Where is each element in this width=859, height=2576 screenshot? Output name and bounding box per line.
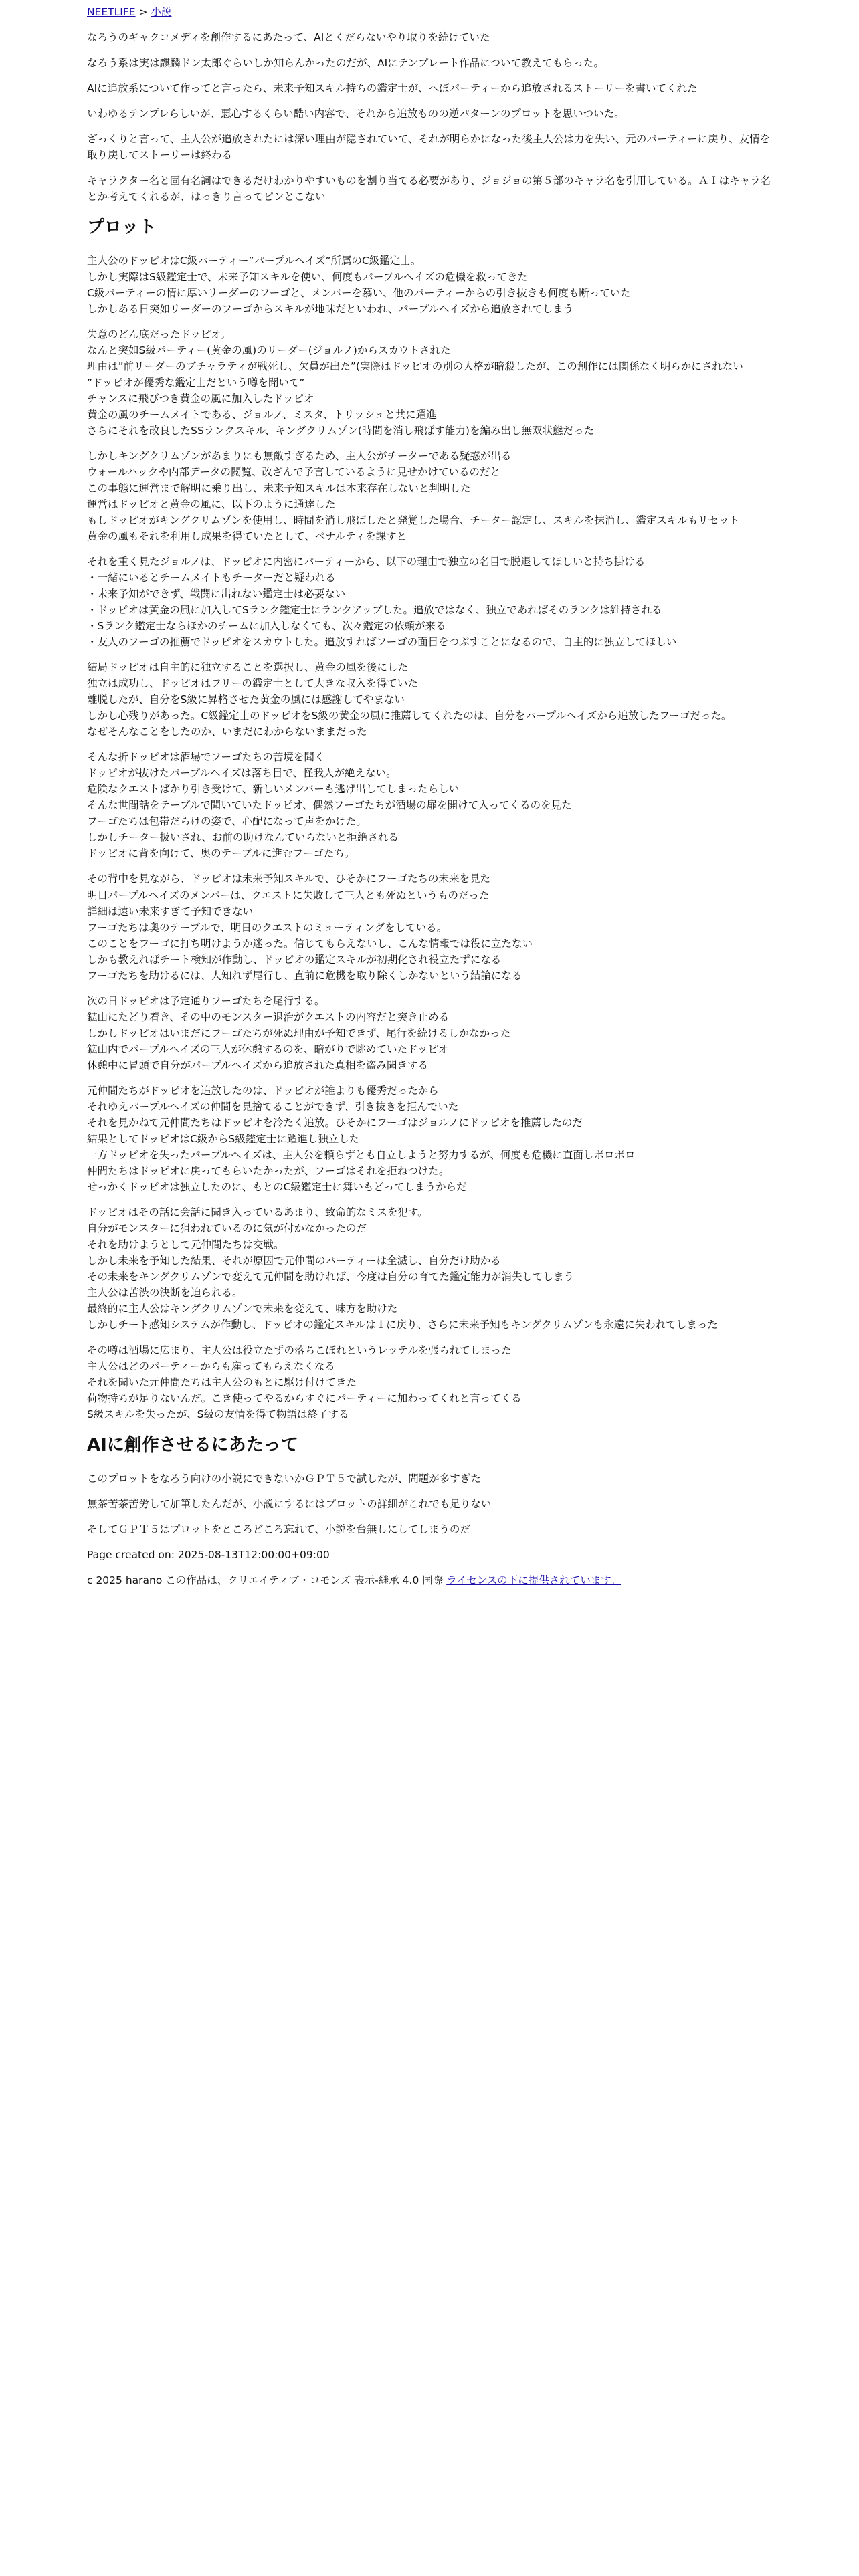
intro-paragraph: いわゆるテンプレらしいが、悪心するくらい酷い内容で、それから追放ものの逆パターンのプロットを思いついた。: [87, 108, 625, 120]
breadcrumb-separator: >: [138, 6, 148, 18]
page-created: Page created on: 2025-08-13T12:00:00+09:00: [87, 1548, 330, 1561]
plot-paragraph: その背中を見ながら、ドッピオは未来予知スキルで、ひそかにフーゴたちの未来を見た 明日パープルヘイズのメンバーは、クエストに失敗して三人とも死ぬというものだった 詳細は遠い未来すぎて予知できない フーゴたちは奥のテーブルで、明日のクエストのミューティングをしている。 このことをフーゴに打ち明けようか迷った。信じてもらえないし、こんな情報では役に立たない しかも教えればチート検知が作動し、ドッピオの鑑定スキルが初期化され役立たずになる フーゴたちを助けるには、人知れず尾行し、直前に危機を取り除くしかないという結論になる: [87, 873, 533, 982]
breadcrumb: [87, 4, 776, 20]
license-link[interactable]: ライセンスの下に提供されています。: [446, 1574, 622, 1586]
plot-paragraph: しかしキングクリムゾンがあまりにも無敵すぎるため、主人公がチーターである疑惑が出る ウォールハックや内部データの閲覧、改ざんで予言しているように見せかけているのだと この事態に運営まで解明に乗り出し、未来予知スキルは本来存在しないと判明した 運営はドッピオと黄金の風に、以下のように通達した もしドッピオがキングクリムゾンを使用し、時間を消し飛ばしたと発覚した場合、チーター認定し、スキルを抹消し、鑑定スキルもリセット 黄金の風もそれを利用し成果を得ていたとして、ペナルティを課すと: [87, 450, 739, 543]
breadcrumb-section-link[interactable]: 小説: [151, 6, 172, 18]
plot-paragraph: 失意のどん底だったドッピオ。 なんと突如S級パーティー(黄金の風)のリーダー(ジョルノ)からスカウトされた 理由は”前リーダーのブチャラティが戦死し、欠員が出た”(実際はドッピオの別の人格が暗殺したが、この創作には関係なく明らかにされない ”ドッピオが優秀な鑑定士だという噂を聞いて” チャンスに飛びつき黄金の風に加入したドッピオ 黄金の風のチームメイトである、ジョルノ、ミスタ、トリッシュと共に躍進 さらにそれを改良したSSランクスキル、キングクリムゾン(時間を消し飛ばす能力)を編み出し無双状態だった: [87, 328, 743, 437]
ai-paragraph: 無茶苦茶苦労して加筆したんだが、小説にするにはプロットの詳細がこれでも足りない: [87, 1497, 492, 1510]
article: [87, 0, 776, 1598]
license-notice: [87, 1572, 776, 1588]
plot-paragraph: そんな折ドッピオは酒場でフーゴたちの苦境を聞く ドッピオが抜けたパープルヘイズは落ち目で、怪我人が絶えない。 危険なクエストばかり引き受けて、新しいメンバーも逃げ出してしまったらしい そんな世間話をテーブルで聞いていたドッピオ、偶然フーゴたちが酒場の扉を開けて入ってくるのを見た フーゴたちは包帯だらけの姿で、心配になって声をかけた。 しかしチーター扱いされ、お前の助けなんていらないと拒絶される ドッピオに背を向けて、奥のテーブルに進むフーゴたち。: [87, 751, 572, 860]
ai-paragraph: このプロットをなろう向けの小説にできないかＧＰＴ５で試したが、問題が多すぎた: [87, 1472, 481, 1485]
intro-paragraph: なろうのギャクコメディを創作するにあたって、AIとくだらないやり取りを続けていた: [87, 31, 490, 44]
plot-paragraph: その噂は酒場に広まり、主人公は役立たずの落ちこぼれというレッテルを張られてしまった 主人公はどのパーティーからも雇ってもらえなくなる それを聞いた元仲間たちは主人公のもとに駆け付けてきた 荷物持ちが足りないんだ。こき使ってやるからすぐにパーティーに加わってくれと言ってくる S級スキルを失ったが、S級の友情を得て物語は終了する: [87, 1344, 522, 1420]
intro-paragraph: なろう系は実は麒麟ドン太郎ぐらいしか知らんかったのだが、AIにテンプレート作品について教えてもらった。: [87, 57, 604, 70]
intro-paragraph: キャラクター名と固有名詞はできるだけわかりやすいものを割り当てる必要があり、ジョジョの第５部のキャラ名を引用している。ＡＩはキャラ名とか考えてくれるが、はっきり言ってピンとこない: [87, 175, 771, 203]
plot-paragraph: 結局ドッピオは自主的に独立することを選択し、黄金の風を後にした 独立は成功し、ドッピオはフリーの鑑定士として大きな収入を得ていた 離脱したが、自分をS級に昇格させた黄金の風には感謝してやまない しかし心残りがあった。C級鑑定士のドッピオをS級の黄金の風に推薦してくれたのは、自分をパープルヘイズから追放したフーゴだった。 なぜそんなことをしたのか、いまだにわからないままだった: [87, 661, 732, 738]
plot-paragraph: 主人公のドッピオはC級パーティー”パープルヘイズ”所属のC級鑑定士。 しかし実際はS級鑑定士で、未来予知スキルを使い、何度もパープルヘイズの危機を救ってきた C級パーティーの情に厚いリーダーのフーゴと、メンバーを慕い、他のパーティーからの引き抜きも何度も断っていた しかしある日突如リーダーのフーゴからスキルが地味だといわれ、パープルヘイズから追放されてしまう: [87, 254, 631, 315]
plot-paragraph: ドッピオはその話に会話に聞き入っているあまり、致命的なミスを犯す。 自分がモンスターに狙われているのに気が付かなかったのだ それを助けようとして元仲間たちは交戦。 しかし未来を予知した結果、それが原因で元仲間のパーティーは全滅し、自分だけ助かる その未来をキングクリムゾンで変えて元仲間を助ければ、今度は自分の育てた鑑定能力が消失してしまう 主人公は苦渋の決断を迫られる。 最終的に主人公はキングクリムゾンで未来を変えて、味方を助けた しかしチート感知システムが作動し、ドッピオの鑑定スキルは１に戻り、さらに未来予知もキングクリムゾンも永遠に失われてしまった: [87, 1206, 718, 1331]
plot-paragraph: それを重く見たジョルノは、ドッピオに内密にパーティーから、以下の理由で独立の名目で脱退してほしいと持ち掛ける ・一緒にいるとチームメイトもチーターだと疑われる ・未来予知ができず、戦闘に出れない鑑定士は必要ない ・ドッピオは黄金の風に加入してSランク鑑定士にランクアップした。追放ではなく、独立であればそのランクは維持される ・Sランク鑑定士ならほかのチームに加入しなくても、次々鑑定の依頼が来る ・友人のフーゴの推薦でドッピオをスカウトした。追放すればフーゴの面目をつぶすことになるので、自主的に独立してほしい: [87, 556, 677, 649]
intro-paragraph: AIに追放系について作ってと言ったら、未来予知スキル持ちの鑑定士が、へぼパーティーから追放されるストーリーを書いてくれた: [87, 82, 698, 95]
breadcrumb-home-link[interactable]: NEETLIFE: [87, 6, 136, 18]
intro-paragraph: ざっくりと言って、主人公が追放されたには深い理由が隠されていて、それが明らかになった後主人公は力を失い、元のパーティーに戻り、友情を取り戻してストーリーは終わる: [87, 133, 771, 162]
plot-paragraph: 次の日ドッピオは予定通りフーゴたちを尾行する。 鉱山にたどり着き、その中のモンスター退治がクエストの内容だと突き止める しかしドッピオはいまだにフーゴたちが死ぬ理由が予知できず、尾行を続けるしかなかった 鉱山内でパープルヘイズの三人が休憩するのを、暗がりで眺めていたドッピオ 休憩中に冒頭で自分がパープルヘイズから追放された真相を盗み聞きする: [87, 994, 511, 1071]
ai-heading: AIに創作させるにあたって: [87, 1434, 298, 1455]
ai-paragraph: そしてＧＰＴ５はプロットをところどころ忘れて、小説を台無しにしてしまうのだ: [87, 1523, 470, 1535]
plot-heading: プロット: [87, 217, 157, 238]
license-text: c 2025 harano この作品は、クリエイティブ・コモンズ 表示-継承 4.0 国際: [87, 1574, 447, 1586]
plot-paragraph: 元仲間たちがドッピオを追放したのは、ドッピオが誰よりも優秀だったから それゆえパープルヘイズの仲間を見捨てることができず、引き抜きを拒んでいた それを見かねて元仲間たちはドッピオを冷たく追放。ひそかにフーゴはジョルノにドッピオを推薦したのだ 結果としてドッピオはC級からS級鑑定士に躍進し独立した 一方ドッピオを失ったパープルヘイズは、主人公を頼らずとも自立しようと努力するが、何度も危機に直面しボロボロ 仲間たちはドッピオに戻ってもらいたかったが、フーゴはそれを拒ねつけた。 せっかくドッピオは独立したのに、もとのC級鑑定士に舞いもどってしまうからだ: [87, 1084, 636, 1193]
